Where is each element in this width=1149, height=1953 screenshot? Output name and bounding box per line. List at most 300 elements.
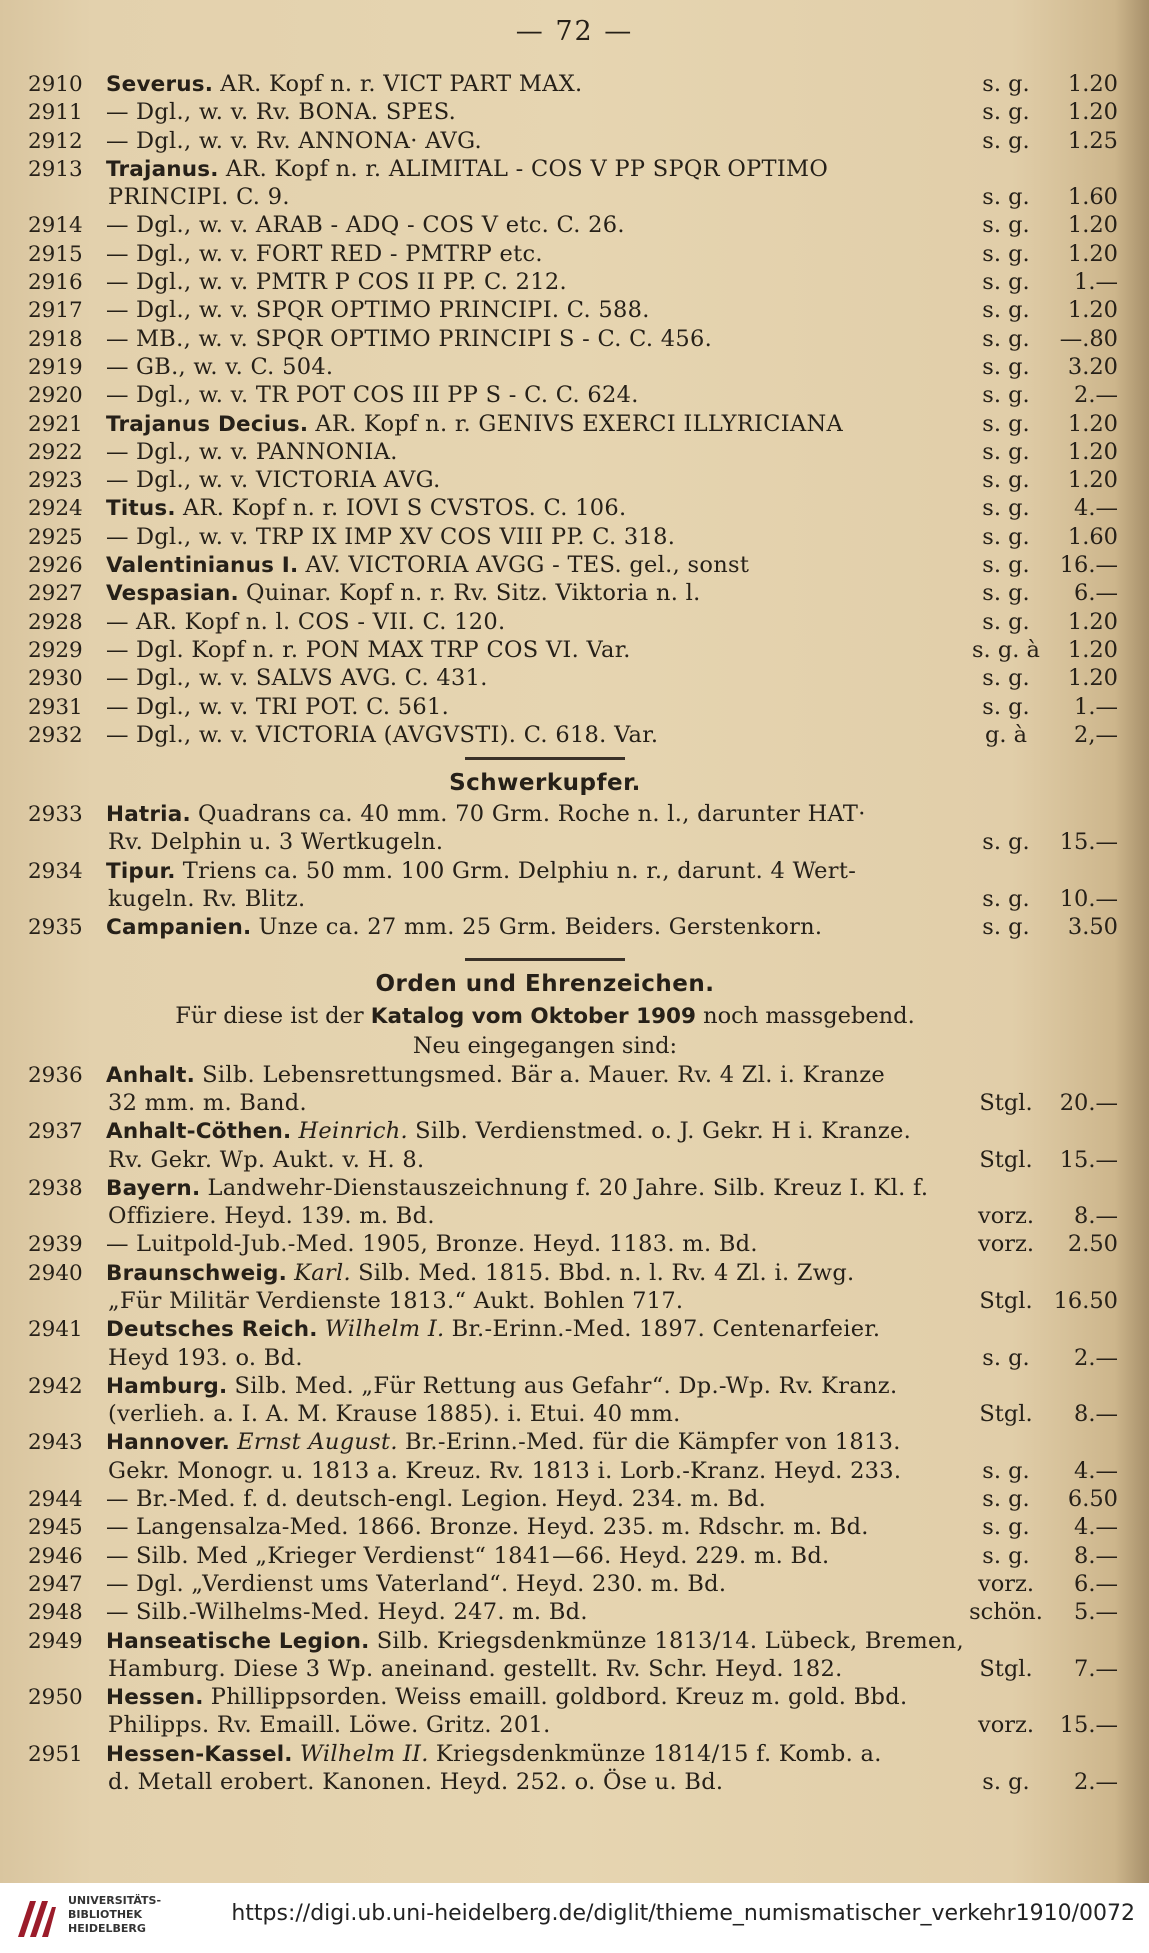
lot-price: 1.20 xyxy=(1067,467,1118,494)
lot-condition: s. g. xyxy=(982,580,1030,607)
lot-condition: vorz. xyxy=(977,1231,1035,1258)
lot-number: 2938 xyxy=(28,1175,83,1201)
lot-condition: s. g. xyxy=(982,297,1030,324)
catalog-entry-line xyxy=(28,579,1118,607)
catalog-entry-line xyxy=(28,1542,1118,1570)
lot-name: — xyxy=(106,467,129,494)
lot-price: 1.20 xyxy=(1067,297,1118,324)
lot-ruler: Karl. xyxy=(294,1259,351,1286)
lot-description: MB., w. v. SPQR OPTIMO PRINCIPI S - C. C. 456. xyxy=(135,325,713,352)
lot-price: 2.50 xyxy=(1067,1231,1118,1258)
lot-condition: s. g. xyxy=(982,693,1030,720)
lot-price: 4.— xyxy=(1074,495,1118,522)
lot-description: Landwehr-Dienstauszeichnung f. 20 Jahre. Silb. Kreuz I. Kl. f. xyxy=(207,1174,929,1201)
lot-name: Anhalt-Cöthen. xyxy=(106,1119,292,1145)
catalog-entry-line xyxy=(28,1400,1118,1428)
lot-price: 16.— xyxy=(1059,552,1118,579)
lot-number: 2910 xyxy=(28,72,83,97)
lot-price: 1.20 xyxy=(1067,636,1118,663)
catalog-entry-line xyxy=(28,800,1118,828)
lot-name: — xyxy=(106,608,129,635)
lot-number: 2927 xyxy=(28,581,83,607)
lot-name: Trajanus. xyxy=(106,156,219,182)
lot-condition: s. g. xyxy=(982,495,1030,522)
lot-condition: s. g. xyxy=(982,829,1030,856)
catalog-entry-line xyxy=(28,438,1118,466)
lot-name: — xyxy=(106,693,129,720)
library-logo-text xyxy=(68,1894,161,1936)
catalog-entry-line xyxy=(28,551,1118,579)
lot-number: 2915 xyxy=(28,241,83,267)
lot-number: 2911 xyxy=(28,100,83,126)
lot-condition: s. g. xyxy=(982,382,1030,409)
lot-condition: Stgl. xyxy=(979,1401,1033,1428)
catalog-entry-line xyxy=(28,1344,1118,1372)
catalog-entry-line xyxy=(28,693,1118,721)
lot-condition: s. g. à xyxy=(972,636,1040,663)
lot-price: 3.50 xyxy=(1067,914,1118,941)
lot-price: 1.20 xyxy=(1067,240,1118,267)
lot-description: (verlieh. a. I. A. M. Krause 1885). i. Etui. 40 mm. xyxy=(108,1401,681,1428)
lot-description: Hamburg. Diese 3 Wp. aneinand. gestellt. Rv. Schr. Heyd. 182. xyxy=(108,1655,843,1682)
lot-name: — xyxy=(106,1599,129,1626)
lot-name: — xyxy=(106,665,129,692)
lot-description: Silb. Med „Krieger Verdienst“ 1841—66. Heyd. 229. m. Bd. xyxy=(135,1542,830,1569)
lot-price: 1.20 xyxy=(1067,410,1118,437)
lot-price: 2.— xyxy=(1074,1344,1118,1371)
note-pre: Für diese ist der xyxy=(175,1002,364,1029)
lot-name: — xyxy=(106,99,129,126)
lot-description: AR. Kopf n. l. COS - VII. C. 120. xyxy=(135,608,506,635)
logo-line-2: BIBLIOTHEK xyxy=(68,1908,143,1921)
lot-description: Dgl., w. v. PANNONIA. xyxy=(135,438,398,465)
lot-number: 2948 xyxy=(28,1600,83,1626)
catalog-entry-line xyxy=(28,1315,1118,1343)
catalog-entry-line xyxy=(28,523,1118,551)
catalog-entry-line xyxy=(28,1146,1118,1174)
catalog-entry-line xyxy=(28,721,1118,749)
lot-name: Bayern. xyxy=(106,1175,201,1201)
lot-description: Quadrans ca. 40 mm. 70 Grm. Roche n. l., darunter HAT· xyxy=(197,801,866,828)
lot-price: 6.— xyxy=(1074,580,1118,607)
catalog-entry-line xyxy=(28,828,1118,856)
orden-list xyxy=(28,1061,1118,1797)
lot-description: Quinar. Kopf n. r. Rv. Sitz. Viktoria n. l. xyxy=(246,580,701,607)
lot-number: 2913 xyxy=(28,156,83,182)
lot-number: 2920 xyxy=(28,383,83,409)
lot-price: 6.50 xyxy=(1067,1486,1118,1513)
lot-price: 10.— xyxy=(1059,886,1118,913)
lot-price: 8.— xyxy=(1074,1401,1118,1428)
lot-description: Silb. Verdienstmed. o. J. Gekr. H i. Kranze. xyxy=(415,1118,912,1145)
lot-description: Dgl., w. v. PMTR P COS II PP. C. 212. xyxy=(135,269,567,296)
lot-description: Silb. Kriegsdenkmünze 1813/14. Lübeck, Bremen, xyxy=(376,1627,964,1654)
lot-condition: s. g. xyxy=(982,914,1030,941)
lot-name: Hannover. xyxy=(106,1430,230,1456)
catalog-entry-line xyxy=(28,1428,1118,1456)
lot-price: 6.— xyxy=(1074,1570,1118,1597)
catalog-entry-line xyxy=(28,857,1118,885)
lot-number: 2921 xyxy=(28,411,83,437)
lot-description: AR. Kopf n. r. GENIVS EXERCI ILLYRICIANA xyxy=(315,410,844,437)
lot-name: Hatria. xyxy=(106,802,191,828)
lot-description: Dgl., w. v. TR POT COS III PP S - C. C. 624. xyxy=(135,382,639,409)
lot-price: 5.— xyxy=(1074,1599,1118,1626)
lot-description: Silb.-Wilhelms-Med. Heyd. 247. m. Bd. xyxy=(135,1599,588,1626)
lot-name: — xyxy=(106,240,129,267)
lot-description: Br.-Med. f. d. deutsch-engl. Legion. Heyd. 234. m. Bd. xyxy=(135,1486,767,1513)
lot-description: kugeln. Rv. Blitz. xyxy=(108,886,306,913)
lot-number: 2939 xyxy=(28,1232,83,1258)
lot-description: Luitpold-Jub.-Med. 1905, Bronze. Heyd. 1183. m. Bd. xyxy=(135,1231,758,1258)
lot-price: 8.— xyxy=(1074,1542,1118,1569)
lot-name: — xyxy=(106,325,129,352)
lot-condition: s. g. xyxy=(982,410,1030,437)
lot-name: Trajanus Decius. xyxy=(106,411,309,437)
lot-description: Dgl. „Verdienst ums Vaterland“. Heyd. 230. m. Bd. xyxy=(135,1570,727,1597)
lot-description: Dgl., w. v. ARAB - ADQ - COS V etc. C. 26. xyxy=(135,212,625,239)
lot-number: 2914 xyxy=(28,213,83,239)
lot-number: 2933 xyxy=(28,802,83,828)
lot-name: — xyxy=(106,297,129,324)
lot-name: Deutsches Reich. xyxy=(106,1317,318,1343)
lot-price: 3.20 xyxy=(1067,353,1118,380)
lot-description: Rv. Gekr. Wp. Aukt. v. H. 8. xyxy=(108,1146,425,1173)
lot-description: GB., w. v. C. 504. xyxy=(135,353,334,380)
lot-condition: s. g. xyxy=(982,1514,1030,1541)
catalog-entry-line xyxy=(28,325,1118,353)
catalog-entry-line xyxy=(28,1485,1118,1513)
lot-ruler: Ernst August. xyxy=(237,1429,398,1456)
lot-price: 1.60 xyxy=(1067,184,1118,211)
lot-number: 2924 xyxy=(28,496,83,522)
catalog-entry-line xyxy=(28,1768,1118,1796)
lot-number: 2917 xyxy=(28,298,83,324)
lot-name: — xyxy=(106,721,129,748)
catalog-entry-line xyxy=(28,1627,1118,1655)
lot-description: Philipps. Rv. Emaill. Löwe. Gritz. 201. xyxy=(108,1712,551,1739)
lot-number: 2936 xyxy=(28,1062,83,1088)
lot-price: 4.— xyxy=(1074,1457,1118,1484)
lot-condition: s. g. xyxy=(982,127,1030,154)
lot-price: 20.— xyxy=(1059,1089,1118,1116)
catalog-entry-line xyxy=(28,1513,1118,1541)
section-title-orden: Orden und Ehrenzeichen. xyxy=(375,970,715,997)
lot-condition: Stgl. xyxy=(979,1655,1033,1682)
lot-description: AV. VICTORIA AVGG - TES. gel., sonst xyxy=(305,552,750,579)
lot-price: 16.50 xyxy=(1053,1287,1118,1314)
lot-description: Phillippsorden. Weiss emaill. goldbord. Kreuz m. gold. Bbd. xyxy=(210,1684,908,1711)
lot-description: AR. Kopf n. r. ALIMITAL - COS V PP SPQR OPTIMO xyxy=(225,155,829,182)
lot-description: Unze ca. 27 mm. 25 Grm. Beiders. Gerstenkorn. xyxy=(258,914,823,941)
lot-description: Br.-Erinn.-Med. 1897. Centenarfeier. xyxy=(451,1316,881,1343)
lot-condition: s. g. xyxy=(982,99,1030,126)
catalog-entry-line xyxy=(28,211,1118,239)
catalog-entry-line xyxy=(28,1683,1118,1711)
lot-price: 1.20 xyxy=(1067,438,1118,465)
catalog-entry-line xyxy=(28,98,1118,126)
catalog-entry-line xyxy=(28,1089,1118,1117)
lot-number: 2949 xyxy=(28,1628,83,1654)
lot-number: 2935 xyxy=(28,915,83,941)
lot-condition: s. g. xyxy=(982,438,1030,465)
lot-name: Tipur. xyxy=(106,858,176,884)
lot-number: 2916 xyxy=(28,270,83,296)
lot-number: 2947 xyxy=(28,1571,83,1597)
lot-number: 2943 xyxy=(28,1430,83,1456)
lot-condition: s. g. xyxy=(982,1344,1030,1371)
lot-condition: vorz. xyxy=(977,1203,1035,1230)
lot-name: Anhalt. xyxy=(106,1062,195,1088)
lot-condition: g. à xyxy=(984,721,1028,748)
lot-number: 2950 xyxy=(28,1685,83,1711)
source-url-link[interactable]: https://digi.ub.uni-heidelberg.de/diglit/thieme_numismatischer_verkehr1910/0072 xyxy=(231,1901,1135,1926)
lot-number: 2934 xyxy=(28,858,83,884)
lot-price: 15.— xyxy=(1059,829,1118,856)
lot-number: 2925 xyxy=(28,524,83,550)
lot-description: 32 mm. m. Band. xyxy=(108,1089,307,1116)
note-catalog-ref: Katalog vom Oktober 1909 xyxy=(370,1003,696,1029)
catalog-entry-line xyxy=(28,885,1118,913)
catalog-entry-line xyxy=(28,913,1118,941)
roman-coins-list xyxy=(28,70,1118,749)
lot-number: 2940 xyxy=(28,1260,83,1286)
lot-name: — xyxy=(106,127,129,154)
lot-number: 2928 xyxy=(28,609,83,635)
catalog-entry-line xyxy=(28,183,1118,211)
lot-name: — xyxy=(106,212,129,239)
catalog-entry-line xyxy=(28,1740,1118,1768)
lot-number: 2946 xyxy=(28,1543,83,1569)
lot-price: 1.20 xyxy=(1067,212,1118,239)
lot-description: Silb. Lebensrettungsmed. Bär a. Mauer. Rv. 4 Zl. i. Kranze xyxy=(202,1061,885,1088)
lot-description: Dgl., w. v. SALVS AVG. C. 431. xyxy=(135,665,488,692)
lot-name: — xyxy=(106,1486,129,1513)
lot-number: 2929 xyxy=(28,637,83,663)
lot-description: Br.-Erinn.-Med. für die Kämpfer von 1813. xyxy=(405,1429,901,1456)
lot-number: 2941 xyxy=(28,1317,83,1343)
catalog-entry-line xyxy=(28,494,1118,522)
lot-price: 8.— xyxy=(1074,1203,1118,1230)
lot-condition: s. g. xyxy=(982,212,1030,239)
lot-price: 1.20 xyxy=(1067,608,1118,635)
lot-price: 2.— xyxy=(1074,382,1118,409)
catalog-entry-line xyxy=(28,353,1118,381)
catalog-entry-line xyxy=(28,1117,1118,1145)
catalog-entry-line xyxy=(28,1061,1118,1089)
lot-condition: s. g. xyxy=(982,184,1030,211)
catalog-entry-line xyxy=(28,608,1118,636)
catalog-entry-line xyxy=(28,1598,1118,1626)
lot-description: Dgl., w. v. Rv. BONA. SPES. xyxy=(135,99,457,126)
lot-name: — xyxy=(106,382,129,409)
lot-name: Titus. xyxy=(106,496,176,522)
catalog-entry-line xyxy=(28,240,1118,268)
catalog-entry-line xyxy=(28,1655,1118,1683)
lot-price: 1.20 xyxy=(1067,71,1118,97)
section-divider xyxy=(465,958,625,961)
lot-name: — xyxy=(106,269,129,296)
lot-description: Dgl., w. v. Rv. ANNONA· AVG. xyxy=(135,127,483,154)
lot-description: Offiziere. Heyd. 139. m. Bd. xyxy=(108,1203,435,1230)
lot-description: Triens ca. 50 mm. 100 Grm. Delphiu n. r., darunt. 4 Wert- xyxy=(182,857,857,884)
lot-price: 1.— xyxy=(1074,693,1118,720)
catalog-entry-line xyxy=(28,664,1118,692)
lot-ruler: Wilhelm II. xyxy=(299,1740,429,1767)
library-footer xyxy=(0,1883,1149,1953)
lot-price: —.80 xyxy=(1059,325,1118,352)
logo-line-1: UNIVERSITÄTS- xyxy=(68,1894,162,1907)
lot-name: — xyxy=(106,523,129,550)
lot-number: 2945 xyxy=(28,1515,83,1541)
lot-condition: s. g. xyxy=(982,71,1030,97)
lot-price: 1.20 xyxy=(1067,99,1118,126)
lot-number: 2919 xyxy=(28,354,83,380)
lot-condition: s. g. xyxy=(982,325,1030,352)
lot-description: Rv. Delphin u. 3 Wertkugeln. xyxy=(108,829,444,856)
lot-condition: s. g. xyxy=(982,608,1030,635)
lot-name: Hamburg. xyxy=(106,1373,228,1399)
lot-price: 15.— xyxy=(1059,1146,1118,1173)
section-divider xyxy=(465,757,625,760)
lot-price: 7.— xyxy=(1074,1655,1118,1682)
lot-condition: Stgl. xyxy=(979,1146,1033,1173)
lot-name: Severus. xyxy=(106,72,214,97)
lot-name: Hanseatische Legion. xyxy=(106,1628,370,1654)
catalog-entry-line xyxy=(28,1230,1118,1258)
lot-name: — xyxy=(106,1514,129,1541)
lot-condition: s. g. xyxy=(982,886,1030,913)
lot-name: — xyxy=(106,1570,129,1597)
lot-number: 2951 xyxy=(28,1741,83,1767)
lot-description: Langensalza-Med. 1866. Bronze. Heyd. 235. m. Rdschr. m. Bd. xyxy=(135,1514,869,1541)
lot-name: — xyxy=(106,1542,129,1569)
lot-condition: s. g. xyxy=(982,269,1030,296)
lot-condition: s. g. xyxy=(982,665,1030,692)
lot-description: Silb. Med. 1815. Bbd. n. l. Rv. 4 Zl. i. Zwg. xyxy=(358,1259,855,1286)
logo-line-3: HEIDELBERG xyxy=(68,1922,146,1935)
lot-description: AR. Kopf n. r. VICT PART MAX. xyxy=(220,71,583,97)
lot-condition: s. g. xyxy=(982,467,1030,494)
lot-price: 15.— xyxy=(1059,1712,1118,1739)
page-number: — 72 — xyxy=(515,16,634,47)
lot-condition: s. g. xyxy=(982,1542,1030,1569)
lot-ruler: Wilhelm I. xyxy=(324,1316,445,1343)
lot-price: 1.— xyxy=(1074,269,1118,296)
lot-description: PRINCIPI. C. 9. xyxy=(108,184,290,211)
catalog-entry-line xyxy=(28,1372,1118,1400)
lot-condition: Stgl. xyxy=(979,1089,1033,1116)
lot-condition: vorz. xyxy=(977,1712,1035,1739)
note-new-arrivals: Neu eingegangen sind: xyxy=(412,1032,678,1059)
lot-name: — xyxy=(106,636,129,663)
lot-number: 2932 xyxy=(28,722,83,748)
lot-number: 2944 xyxy=(28,1487,83,1513)
lot-description: Heyd 193. o. Bd. xyxy=(108,1344,303,1371)
lot-condition: s. g. xyxy=(982,552,1030,579)
lot-condition: s. g. xyxy=(982,1457,1030,1484)
catalog-entry-line xyxy=(28,296,1118,324)
lot-condition: s. g. xyxy=(982,240,1030,267)
catalog-entry-line xyxy=(28,1570,1118,1598)
lot-description: Dgl., w. v. SPQR OPTIMO PRINCIPI. C. 588. xyxy=(135,297,650,324)
catalog-entry-line xyxy=(28,1287,1118,1315)
catalog-entry-line xyxy=(28,1711,1118,1739)
lot-description: Dgl., w. v. TRP IX IMP XV COS VIII PP. C. 318. xyxy=(135,523,676,550)
lot-condition: s. g. xyxy=(982,353,1030,380)
lot-name: Campanien. xyxy=(106,915,252,941)
lot-number: 2918 xyxy=(28,326,83,352)
catalog-entry-line xyxy=(28,155,1118,183)
catalog-entry-line xyxy=(28,127,1118,155)
lot-number: 2912 xyxy=(28,128,83,154)
lot-description: Silb. Med. „Für Rettung aus Gefahr“. Dp.-Wp. Rv. Kranz. xyxy=(234,1372,898,1399)
lot-number: 2930 xyxy=(28,666,83,692)
lot-description: Dgl., w. v. VICTORIA (AVGVSTI). C. 618. Var. xyxy=(135,721,659,748)
section-title-schwerkupfer: Schwerkupfer. xyxy=(449,770,641,797)
lot-number: 2937 xyxy=(28,1119,83,1145)
catalog-entry-line xyxy=(28,1174,1118,1202)
lot-condition: s. g. xyxy=(982,1486,1030,1513)
catalog-entry-line xyxy=(28,1259,1118,1287)
lot-price: 2.— xyxy=(1074,1769,1118,1796)
catalog-entry-line xyxy=(28,268,1118,296)
lot-name: — xyxy=(106,353,129,380)
lot-price: 1.25 xyxy=(1067,127,1118,154)
lot-condition: schön. xyxy=(969,1599,1043,1626)
lot-name: Hessen-Kassel. xyxy=(106,1741,293,1767)
catalog-entries xyxy=(28,70,1118,1796)
lot-description: AR. Kopf n. r. IOVI S CVSTOS. C. 106. xyxy=(182,495,627,522)
catalog-note xyxy=(0,1001,1090,1031)
lot-description: Dgl., w. v. TRI POT. C. 561. xyxy=(135,693,450,720)
lot-description: d. Metall erobert. Kanonen. Heyd. 252. o. Öse u. Bd. xyxy=(108,1769,724,1796)
lot-description: „Für Militär Verdienste 1813.“ Aukt. Bohlen 717. xyxy=(108,1287,684,1314)
lot-condition: s. g. xyxy=(982,1769,1030,1796)
note-post: noch massgebend. xyxy=(703,1002,915,1029)
lot-description: Kriegsdenkmünze 1814/15 f. Komb. a. xyxy=(435,1740,882,1767)
lot-name: Braunschweig. xyxy=(106,1260,287,1286)
catalog-entry-line xyxy=(28,1202,1118,1230)
catalog-entry-line xyxy=(28,410,1118,438)
lot-price: 4.— xyxy=(1074,1514,1118,1541)
lot-description: Dgl. Kopf n. r. PON MAX TRP COS VI. Var. xyxy=(135,636,631,663)
catalog-entry-line xyxy=(28,636,1118,664)
lot-name: — xyxy=(106,438,129,465)
lot-name: Valentinianus I. xyxy=(106,553,299,579)
lot-ruler: Heinrich. xyxy=(298,1118,409,1145)
lot-condition: vorz. xyxy=(977,1570,1035,1597)
catalog-entry-line xyxy=(28,466,1118,494)
lot-number: 2923 xyxy=(28,468,83,494)
library-logo-icon xyxy=(12,1893,62,1943)
lot-number: 2926 xyxy=(28,553,83,579)
lot-price: 2,— xyxy=(1074,721,1118,748)
catalog-entry-line xyxy=(28,70,1118,98)
lot-number: 2931 xyxy=(28,694,83,720)
lot-price: 1.60 xyxy=(1067,523,1118,550)
lot-name: Hessen. xyxy=(106,1685,204,1711)
lot-number: 2922 xyxy=(28,439,83,465)
catalog-entry-line xyxy=(28,1457,1118,1485)
lot-name: — xyxy=(106,1231,129,1258)
lot-name: Vespasian. xyxy=(106,581,239,607)
lot-condition: Stgl. xyxy=(979,1287,1033,1314)
lot-price: 1.20 xyxy=(1067,665,1118,692)
lot-description: Dgl., w. v. VICTORIA AVG. xyxy=(135,467,441,494)
lot-number: 2942 xyxy=(28,1373,83,1399)
catalog-entry-line xyxy=(28,381,1118,409)
